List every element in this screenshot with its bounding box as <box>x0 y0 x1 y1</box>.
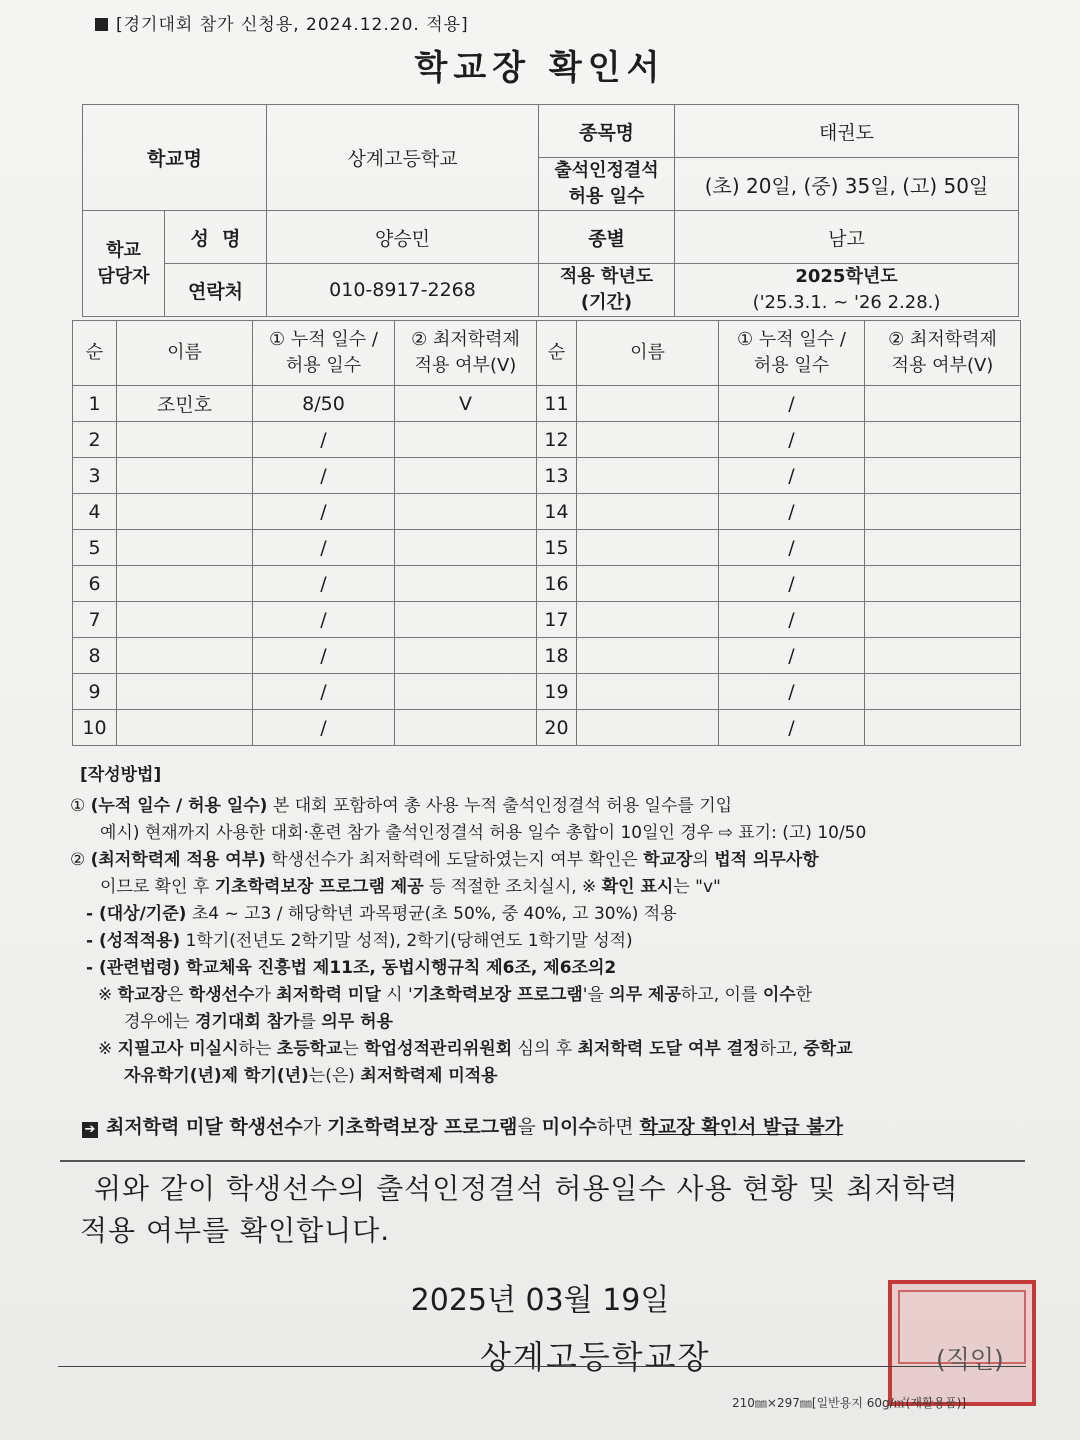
cell-min <box>865 386 1021 422</box>
cell-name <box>117 422 253 458</box>
table-row <box>73 710 1021 746</box>
cell-no: 10 <box>73 710 117 746</box>
notice-b: 가 <box>302 1116 328 1138</box>
cell-days: / <box>719 530 865 566</box>
sport-label: 종목명 <box>539 105 675 158</box>
table-row <box>73 458 1021 494</box>
cell-days: / <box>719 638 865 674</box>
year-text: 2025학년도 <box>795 266 898 287</box>
special-note-1-line2 <box>70 1009 1030 1036</box>
cell-days: / <box>253 602 395 638</box>
cell-name <box>117 530 253 566</box>
cell-no: 7 <box>73 602 117 638</box>
cell-min <box>865 530 1021 566</box>
cell-name <box>577 674 719 710</box>
cell-name <box>577 638 719 674</box>
cell-name <box>577 602 719 638</box>
special-note-2 <box>70 1036 1030 1063</box>
special-note-2-line2 <box>70 1063 1030 1090</box>
note-2-text-c: 의 <box>692 850 715 870</box>
table-row <box>73 386 1021 422</box>
cell-name <box>577 710 719 746</box>
cell-days: / <box>719 674 865 710</box>
gender-label: 종별 <box>539 211 675 264</box>
cell-min <box>865 566 1021 602</box>
cell-days: / <box>719 710 865 746</box>
cell-name <box>577 386 719 422</box>
cell-min <box>395 674 537 710</box>
cell-no: 4 <box>73 494 117 530</box>
cell-name <box>577 458 719 494</box>
cell-min <box>395 422 537 458</box>
bottom-divider <box>58 1366 1026 1367</box>
school-name-label: 학교명 <box>83 105 267 211</box>
s1-d: 학생선수 <box>188 985 255 1005</box>
paper-spec-footer: 210㎜×297㎜[일반용지 60g/㎡(재활용품)] <box>732 1396 967 1410</box>
cell-no: 15 <box>537 530 577 566</box>
year-value <box>675 264 1019 317</box>
s2l2-b: 는(은) <box>308 1066 361 1086</box>
s1-j: 의무 제공 <box>609 985 681 1005</box>
s1-m: 한 <box>795 985 813 1005</box>
notice-c: 기초학력보장 프로그램 <box>327 1116 518 1138</box>
note-2-l2-a: 이므로 확인 후 <box>100 877 215 897</box>
col-min-header <box>395 321 537 386</box>
s2-a: ※ <box>98 1039 118 1059</box>
cell-min <box>865 602 1021 638</box>
days-header-line2: 허용 일수 <box>285 355 362 376</box>
cell-no: 17 <box>537 602 577 638</box>
detail-grades-text: 1학기(전년도 2학기말 성적), 2학기(당해연도 1학기말 성적) <box>180 931 633 951</box>
notice-f: 하면 <box>596 1116 640 1138</box>
cell-min <box>865 710 1021 746</box>
detail-target-text: 초4 ~ 고3 / 해당학년 과목평균(초 50%, 중 40%, 고 30%) 적용 <box>186 904 677 924</box>
year-label-line2: (기간) <box>580 292 633 313</box>
period-text: ('25.3.1. ~ '26 2.28.) <box>752 292 941 313</box>
note-2-text-a: 학생선수가 최저학력에 도달하였는지 여부 확인은 <box>265 850 644 870</box>
cell-days: 8/50 <box>253 386 395 422</box>
cell-no: 20 <box>537 710 577 746</box>
note-1 <box>70 793 1030 820</box>
cell-min <box>865 458 1021 494</box>
table-row <box>73 566 1021 602</box>
roster-table <box>72 320 1021 746</box>
cell-name <box>577 422 719 458</box>
issue-date: 2025년 03월 19일 <box>410 1283 670 1318</box>
form-header-note <box>95 10 469 35</box>
s1-b: 학교장 <box>117 985 167 1005</box>
detail-grades <box>70 928 1030 955</box>
cell-days: / <box>719 566 865 602</box>
allowed-days-value: (초) 20일, (중) 35일, (고) 50일 <box>675 158 1019 211</box>
issuance-notice <box>82 1112 1042 1139</box>
manager-label-line1: 학교 <box>106 239 141 261</box>
s2-f: 학업성적관리위원회 <box>364 1039 513 1059</box>
form-note-text: [경기대회 참가 신청용, 2024.12.20. 적용] <box>116 15 469 35</box>
table-row <box>73 422 1021 458</box>
s1-c: 은 <box>166 985 189 1005</box>
note-2-bold: (최저학력제 적용 여부) <box>90 850 266 870</box>
days-header-line2-right: 허용 일수 <box>753 355 830 376</box>
circled-1-marker: ① <box>70 796 86 816</box>
s2-e: 는 <box>342 1039 365 1059</box>
cell-name <box>117 710 253 746</box>
notice-d: 을 <box>517 1116 542 1138</box>
s2l2-c: 최저학력제 미적용 <box>360 1066 498 1086</box>
cell-name <box>117 494 253 530</box>
cell-no: 18 <box>537 638 577 674</box>
document-title: 학교장 확인서 <box>414 48 666 88</box>
cell-name: 조민호 <box>117 386 253 422</box>
notice-a: 최저학력 미달 학생선수 <box>106 1116 303 1138</box>
cell-min <box>395 458 537 494</box>
cell-min <box>865 674 1021 710</box>
cell-no: 16 <box>537 566 577 602</box>
s2-d: 초등학교 <box>276 1039 343 1059</box>
cell-min <box>865 422 1021 458</box>
col-name-header: 이름 <box>117 321 253 386</box>
s2l2-a: 자유학기(년)제 학기(년) <box>124 1066 309 1086</box>
detail-target-label: - (대상/기준) <box>86 904 187 924</box>
cell-min <box>395 638 537 674</box>
cell-min <box>395 566 537 602</box>
cell-no: 8 <box>73 638 117 674</box>
cell-name <box>117 458 253 494</box>
school-name-value: 상계고등학교 <box>267 105 539 211</box>
min-header-line1-right: ② 최저학력제 <box>888 329 997 350</box>
s1-a: ※ <box>98 985 118 1005</box>
allowed-days-label-line2: 허용 일수 <box>568 186 645 207</box>
allowed-days-label-line1: 출석인정결석 <box>554 160 659 181</box>
cell-days: / <box>253 422 395 458</box>
detail-target <box>70 901 1030 928</box>
manager-label <box>83 211 165 317</box>
note-1-example: 예시) 현재까지 사용한 대회·훈련 참가 출석인정결석 허용 일수 총합이 10일인 경우 ⇨ 표기: (고) 10/50 <box>100 823 867 843</box>
manager-name-label: 성 명 <box>165 211 267 264</box>
note-2-l2-e: 는 "v" <box>673 877 721 897</box>
s1l2-c: 를 <box>299 1012 322 1032</box>
s1-l: 이수 <box>762 985 796 1005</box>
detail-law-text: 학교체육 진흥법 제11조, 동법시행규칙 제6조, 제6조의2 <box>180 958 617 978</box>
note-2-bold-d: 법적 의무사항 <box>714 850 819 870</box>
detail-grades-label: - (성적적용) <box>86 931 181 951</box>
detail-law <box>70 955 1030 982</box>
divider <box>60 1160 1025 1162</box>
note-2-bold-b: 학교장 <box>643 850 693 870</box>
contact-value: 010-8917-2268 <box>267 264 539 317</box>
days-header-line1: ① 누적 일수 / <box>269 329 378 350</box>
cell-no: 13 <box>537 458 577 494</box>
circled-2-marker: ② <box>70 850 86 870</box>
instructions-heading: [작성방법] <box>80 765 162 785</box>
table-row <box>73 602 1021 638</box>
cell-days: / <box>253 638 395 674</box>
min-header-line2-right: 적용 여부(V) <box>891 355 994 376</box>
s1-k: 하고, 이를 <box>680 985 763 1005</box>
gender-value: 남고 <box>675 211 1019 264</box>
s1l2-b: 경기대회 참가 <box>195 1012 300 1032</box>
info-table <box>82 104 1019 317</box>
note-1-bold: (누적 일수 / 허용 일수) <box>90 796 268 816</box>
cell-days: / <box>719 422 865 458</box>
cell-days: / <box>253 710 395 746</box>
cell-days: / <box>719 494 865 530</box>
cell-name <box>577 566 719 602</box>
contact-label: 연락처 <box>165 264 267 317</box>
cell-no: 5 <box>73 530 117 566</box>
min-header-line1: ② 최저학력제 <box>411 329 520 350</box>
col-no-header: 순 <box>73 321 117 386</box>
cell-no: 3 <box>73 458 117 494</box>
notice-e: 미이수 <box>541 1116 597 1138</box>
cell-name <box>117 638 253 674</box>
cell-min: V <box>395 386 537 422</box>
s1-i: '을 <box>582 985 610 1005</box>
manager-name-value: 양승민 <box>267 211 539 264</box>
cell-no: 14 <box>537 494 577 530</box>
seal-label: (직인) <box>936 1345 1004 1374</box>
note-2 <box>70 847 1030 874</box>
col-no-header-right: 순 <box>537 321 577 386</box>
note-1-text: 본 대회 포함하여 총 사용 누적 출석인정결석 허용 일수를 기입 <box>267 796 733 816</box>
days-header-line1-right: ① 누적 일수 / <box>737 329 846 350</box>
cell-no: 19 <box>537 674 577 710</box>
arrow-box-icon: ➔ <box>82 1122 98 1138</box>
allowed-days-label <box>539 158 675 211</box>
col-name-header-right: 이름 <box>577 321 719 386</box>
principal-signature: 상계고등학교장 <box>480 1338 711 1376</box>
cell-no: 9 <box>73 674 117 710</box>
note-2-line2 <box>70 874 1030 901</box>
cell-days: / <box>253 494 395 530</box>
cell-name <box>577 494 719 530</box>
year-label <box>539 264 675 317</box>
cell-no: 6 <box>73 566 117 602</box>
cell-days: / <box>253 674 395 710</box>
table-row <box>73 638 1021 674</box>
note-2-l2-b: 기초학력보장 프로그램 제공 <box>214 877 424 897</box>
cell-min <box>865 494 1021 530</box>
cell-no: 2 <box>73 422 117 458</box>
cell-no: 11 <box>537 386 577 422</box>
cell-days: / <box>719 458 865 494</box>
confirmation-line2: 적용 여부를 확인합니다. <box>80 1214 391 1247</box>
cell-name <box>117 674 253 710</box>
s2-g: 심의 후 <box>512 1039 578 1059</box>
cell-min <box>395 710 537 746</box>
cell-name <box>117 566 253 602</box>
s1-g: 시 ' <box>380 985 413 1005</box>
cell-no: 12 <box>537 422 577 458</box>
s1-f: 최저학력 미달 <box>276 985 381 1005</box>
s2-i: 하고, <box>759 1039 804 1059</box>
s1-h: 기초학력보장 프로그램 <box>412 985 583 1005</box>
instructions <box>70 762 1030 1090</box>
roster-body <box>73 386 1021 746</box>
table-row <box>73 494 1021 530</box>
s1l2-d: 의무 허용 <box>321 1012 393 1032</box>
cell-no: 1 <box>73 386 117 422</box>
notice-g: 학교장 확인서 발급 불가 <box>639 1116 843 1138</box>
cell-min <box>865 638 1021 674</box>
sport-value: 태권도 <box>675 105 1019 158</box>
detail-law-label: - (관련법령) <box>86 958 181 978</box>
min-header-line2: 적용 여부(V) <box>414 355 517 376</box>
col-min-header-right <box>865 321 1021 386</box>
note-2-l2-d: 확인 표시 <box>601 877 674 897</box>
cell-days: / <box>719 386 865 422</box>
col-days-header <box>253 321 395 386</box>
cell-name <box>577 530 719 566</box>
table-row <box>73 530 1021 566</box>
col-days-header-right <box>719 321 865 386</box>
special-note-1 <box>70 982 1030 1009</box>
confirmation-line1: 위와 같이 학생선수의 출석인정결석 허용일수 사용 현황 및 최저학력 <box>94 1172 959 1205</box>
cell-min <box>395 530 537 566</box>
s1-e: 가 <box>254 985 277 1005</box>
cell-name <box>117 602 253 638</box>
cell-min <box>395 494 537 530</box>
cell-days: / <box>253 458 395 494</box>
cell-min <box>395 602 537 638</box>
confirmation-statement <box>80 1168 1020 1252</box>
cell-days: / <box>253 566 395 602</box>
s1l2-a: 경우에는 <box>124 1012 196 1032</box>
note-2-l2-c: 등 적절한 조치실시, ※ <box>423 877 602 897</box>
square-bullet-icon <box>95 18 108 31</box>
s2-b: 지필고사 미실시 <box>117 1039 239 1059</box>
s2-h: 최저학력 도달 여부 결정 <box>577 1039 760 1059</box>
s2-c: 하는 <box>238 1039 277 1059</box>
table-row <box>73 674 1021 710</box>
manager-label-line2: 담당자 <box>97 265 150 287</box>
roster-header-row <box>73 321 1021 386</box>
cell-days: / <box>719 602 865 638</box>
cell-days: / <box>253 530 395 566</box>
s2-j: 중학교 <box>803 1039 853 1059</box>
year-label-line1: 적용 학년도 <box>559 266 654 287</box>
